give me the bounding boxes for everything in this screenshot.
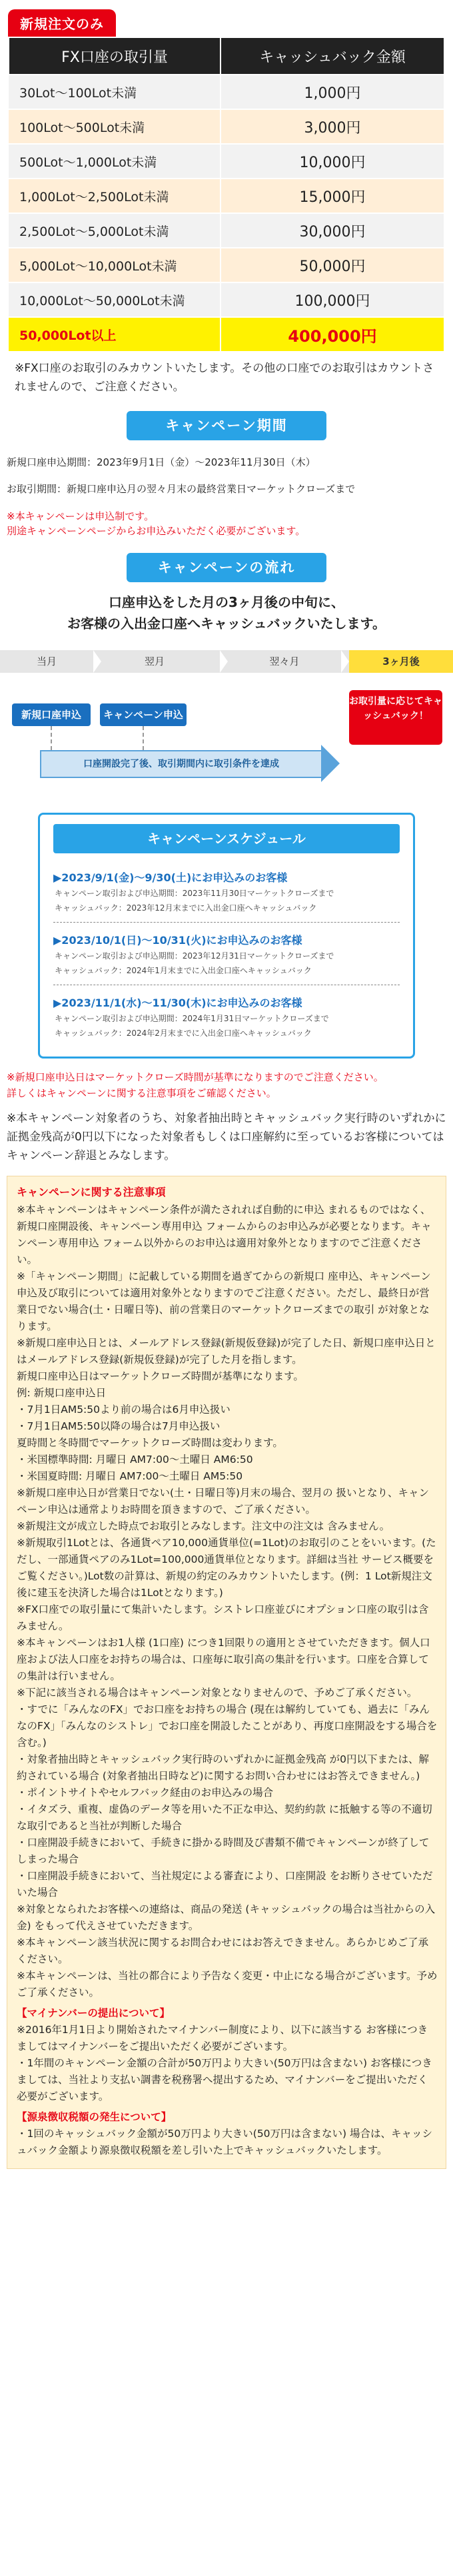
terms-paragraph: ※新規口座申込日が営業日でない(土・日曜日等)月末の場合、翌月の 扱いとなり、キャンペーン申込は通常よりお時間を頂きますので、ご了承ください。 (17, 1487, 430, 1515)
terms-paragraph: ・7月1日AM5:50以降の場合は7月申込扱い (17, 1420, 221, 1432)
amount-cell: 1,000円 (221, 75, 444, 109)
terms-paragraph: ・口座開設手続きにおいて、当社規定による審査により、口座開設 をお断りさせていただいた場合 (17, 1870, 433, 1899)
step-connector (143, 726, 144, 750)
mynumber-heading: 【マイナンバーの提出について】 (17, 2007, 171, 2019)
cashback-step: お取引量に応じてキャッシュバック！ (349, 690, 442, 745)
month-separator-arrow (341, 650, 349, 673)
condition-arrow (321, 745, 340, 782)
campaign-apply-step: キャンペーン申込 (100, 703, 187, 726)
table-row (9, 75, 444, 109)
schedule-item (53, 860, 400, 923)
terms-paragraph: ・米国標準時間: 月曜日 AM7:00〜土曜日 AM6:50 (17, 1454, 253, 1466)
schedule-item-period: キャンペーン取引および申込期間：2024年1月31日マーケットクローズまで (55, 1014, 329, 1023)
schedule-item-head: ▶2023/9/1(金)〜9/30(土)にお申込みのお客様 (53, 871, 288, 884)
terms-paragraph: ※対象となられたお客様への連絡は、商品の発送 (キャッシュバックの場合は当社からの入金) をもって代えさせていただきます。 (17, 1903, 436, 1932)
terms-paragraph: ・ポイントサイトやセルフバック経由のお申込みの場合 (17, 1787, 274, 1799)
terms-paragraph: ※「キャンペーン期間」に記載している期間を過ぎてからの新規口 座申込、キャンペーン申込及び取引については適用対象外となりますのでご注意ください。ただし、最終日が営業日でない場合(土・日曜日等)、前の営業日のマーケットクローズまでの取引 が対象となります。 (17, 1270, 431, 1332)
terms-paragraph: ※本キャンペーンはキャンペーン条件が満たされれば自動的に申込 まれるものではなく、新規口座開設後、キャンペーン専用申込 フォームからのお申込みが必要となります。キャンペーン専用申込 フォーム以外からのお申込は適用対象外となりますのでご注意ください。 (17, 1204, 432, 1266)
table-row (9, 213, 444, 248)
terms-paragraph: ・口座開設手続きにおいて、手続きに掛かる時間及び書類不備でキャンペーンが終了してしまった場合 (17, 1837, 430, 1865)
amount-cell: 100,000円 (221, 282, 444, 317)
terms-paragraph: ・イタズラ、重複、虚偽のデータ等を用いた不正な申込、契約約款 に抵触する等の不適切な取引であると当社が判断した場合 (17, 1803, 432, 1832)
schedule-item-cashback: キャッシュバック：2024年1月末までに入出金口座へキャッシュバック (55, 966, 312, 975)
month-third: 3ヶ月後 (349, 650, 453, 673)
bottom-spacer (0, 2169, 453, 2178)
table-row (9, 144, 444, 179)
month-next: 翌月 (144, 655, 165, 667)
month-separator-arrow (93, 650, 101, 673)
step-connector (51, 726, 52, 750)
month-after-next: 翌々月 (269, 655, 300, 667)
schedule-item (53, 923, 400, 985)
terms-paragraph: ※本キャンペーンはお1人様 (1口座) につき1回限りの適用とさせていただきます。個人口座および法人口座をお持ちの場合は、口座毎に取引高の集計を行います。口座を合算しての集計は行いません。 (17, 1637, 430, 1682)
table-row (9, 248, 444, 282)
cashback-table-section (0, 0, 453, 396)
amount-cell: 30,000円 (221, 213, 444, 248)
terms-paragraph: ※2016年1月1日より開始されたマイナンバー制度により、以下に該当する お客様につきましてはマイナンバーをご提出いただく必要がございます。 (17, 2024, 428, 2052)
terms-paragraph: ※新規取引1Lotとは、各通貨ペア10,000通貨単位(=1Lot)のお取引のことをいいます。(ただし、一部通貨ペアのみ1Lot=100,000通貨単位となります。詳細は当社 サービス概要をご覧ください。)Lot数の計算は、新規の約定のみカウントいたします。(例：1 Lot新規注文後に建玉を決済した場合は1Lotとなります。) (17, 1537, 436, 1599)
tax-heading: 【源泉徴収税額の発生について】 (17, 2111, 172, 2123)
new-order-badge: 新規注文のみ (8, 9, 116, 37)
amount-cell: 15,000円 (221, 179, 444, 213)
apply-period: 新規口座申込期間：2023年9月1日（金）〜2023年11月30日（木） (7, 456, 316, 468)
terms-box (7, 1176, 446, 2169)
schedule-item (53, 985, 400, 1047)
market-close-note (0, 1059, 453, 1101)
schedule-item-head: ▶2023/10/1(日)〜10/31(火)にお申込みのお客様 (53, 934, 302, 947)
schedule-box (38, 813, 415, 1059)
red-note-line: 別途キャンペーンページからお申込みいただく必要がございます。 (7, 525, 306, 537)
volume-cell: 100Lot〜500Lot未満 (9, 109, 221, 144)
terms-paragraph: 例: 新規口座申込日 (17, 1387, 107, 1399)
volume-cell: 10,000Lot〜50,000Lot未満 (9, 282, 221, 317)
red-note-line: ※新規口座申込日はマーケットクローズ時間が基準になりますのでご注意ください。 (7, 1071, 384, 1083)
amount-cell: 400,000円 (221, 317, 444, 352)
terms-paragraph: ※下記に該当される場合はキャンペーン対象となりませんので、予めご了承ください。 (17, 1687, 418, 1699)
terms-paragraph: ※FX口座での取引量にて集計いたします。シストレ口座並びにオプション口座の取引は含みません。 (17, 1603, 429, 1632)
schedule-item-cashback: キャッシュバック：2024年2月末までに入出金口座へキャッシュバック (55, 1029, 312, 1038)
table-row (9, 109, 444, 144)
flow-lead-line: お客様の入出金口座へキャッシュバックいたします。 (67, 616, 386, 632)
terms-paragraph: ※本キャンペーンは、当社の都合により予告なく変更・中止になる場合がございます。予めご了承ください。 (17, 1970, 438, 1998)
schedule-title: キャンペーンスケジュール (53, 824, 400, 853)
condition-bar: 口座開設完了後、取引期間内に取引条件を達成 (40, 750, 322, 778)
red-note-line: ※本キャンペーンは申込制です。 (7, 510, 155, 522)
amount-cell: 3,000円 (221, 109, 444, 144)
header-amount: キャッシュバック金額 (221, 37, 444, 75)
volume-cell: 50,000Lot以上 (9, 317, 221, 352)
table-header-row (9, 37, 444, 75)
header-volume: FX口座の取引量 (9, 37, 221, 75)
terms-heading: キャンペーンに関する注意事項 (17, 1186, 166, 1198)
open-account-step: 新規口座申込 (12, 703, 91, 726)
period-heading: キャンペーン期間 (127, 411, 326, 440)
flow-heading: キャンペーンの流れ (127, 553, 326, 582)
terms-paragraph: ※新規口座申込日とは、メールアドレス登録(新規仮登録)が完了した日、新規口座申込日とはメールアドレス登録(新規仮登録)が完了した月を指します。 (17, 1337, 436, 1366)
mynumber-body (17, 2022, 438, 2105)
withdrawal-note: ※本キャンペーン対象者のうち、対象者抽出時とキャッシュバック実行時のいずれかに証拠金残高が0円以下になった対象者もしくは口座解約に至っているお客様についてはキャンペーン辞退とみなします。 (7, 1112, 446, 1162)
volume-cell: 30Lot〜100Lot未満 (9, 75, 221, 109)
terms-paragraph: ・7月1日AM5:50より前の場合は6月申込扱い (17, 1404, 230, 1416)
amount-cell: 50,000円 (221, 248, 444, 282)
terms-paragraph: ・対象者抽出時とキャッシュバック実行時のいずれかに証拠金残高 が0円以下または、解約されている場合 (対象者抽出日時など)に関するお問い合わせにはお答えできません。) (17, 1753, 429, 1782)
terms-paragraph: ※本キャンペーン該当状況に関するお問合わせにはお答えできません。あらかじめご了承ください。 (17, 1936, 429, 1965)
table-row (9, 282, 444, 317)
amount-cell: 10,000円 (221, 144, 444, 179)
volume-cell: 2,500Lot〜5,000Lot未満 (9, 213, 221, 248)
schedule-item-head: ▶2023/11/1(水)〜11/30(木)にお申込みのお客様 (53, 997, 302, 1009)
flow-lead (0, 582, 453, 634)
terms-paragraph: ・1回のキャッシュバック金額が50万円より大きい(50万円は含まない) 場合は、キャッシュバック金額より源泉徴収税額を差し引いた上でキャッシュバックいたします。 (17, 2128, 433, 2156)
terms-body (17, 1202, 438, 2001)
trade-period: お取引期間：新規口座申込月の翌々月末の最終営業日マーケットクローズまで (7, 483, 356, 495)
fx-only-note: ※FX口座のお取引のみカウントいたします。その他の口座でのお取引はカウントされませんので、ご注意ください。 (15, 362, 434, 394)
volume-cell: 1,000Lot〜2,500Lot未満 (9, 179, 221, 213)
red-note-line: 詳しくはキャンペーンに関する注意事項をご確認ください。 (7, 1087, 276, 1099)
month-separator-arrow (220, 650, 228, 673)
tax-body (17, 2126, 438, 2159)
schedule-item-period: キャンペーン取引および申込期間：2023年12月31日マーケットクローズまで (55, 951, 334, 961)
terms-paragraph: ・1年間のキャンペーン金額の合計が50万円より大きい(50万円は含まない) お客様につきましては、当社より支払い調書を税務署へ提出するため、マイナンバーをご提出いただく必要がございます。 (17, 2057, 432, 2102)
flow-lead-line: 口座申込をした月の3ヶ月後の中旬に、 (109, 594, 344, 610)
volume-cell: 500Lot〜1,000Lot未満 (9, 144, 221, 179)
cashback-table (8, 37, 445, 352)
flow-timeline (0, 644, 453, 806)
month-current: 当月 (36, 655, 57, 667)
terms-paragraph: ・米国夏時間: 月曜日 AM7:00〜土曜日 AM5:50 (17, 1470, 243, 1482)
schedule-item-period: キャンペーン取引および申込期間：2023年11月30日マーケットクローズまで (55, 889, 334, 898)
terms-paragraph: ・すでに「みんなのFX」でお口座をお持ちの場合 (現在は解約していても、過去に「みんなのFX」「みんなのシストレ」でお口座を開設したことがあり、再度口座開設をする場合を含む。) (17, 1703, 438, 1749)
terms-paragraph: ※新規注文が成立した時点でお取引とみなします。注文中の注文は 含みません。 (17, 1520, 390, 1532)
terms-paragraph: 夏時間と冬時間でマーケットクローズ時間は変わります。 (17, 1437, 283, 1449)
schedule-item-cashback: キャッシュバック：2023年12月末までに入出金口座へキャッシュバック (55, 903, 317, 913)
table-row (9, 179, 444, 213)
application-required-note (0, 497, 453, 538)
table-row-highlight (9, 317, 444, 352)
volume-cell: 5,000Lot〜10,000Lot未満 (9, 248, 221, 282)
terms-paragraph: 新規口座申込日はマーケットクローズ時間が基準になります。 (17, 1370, 304, 1382)
